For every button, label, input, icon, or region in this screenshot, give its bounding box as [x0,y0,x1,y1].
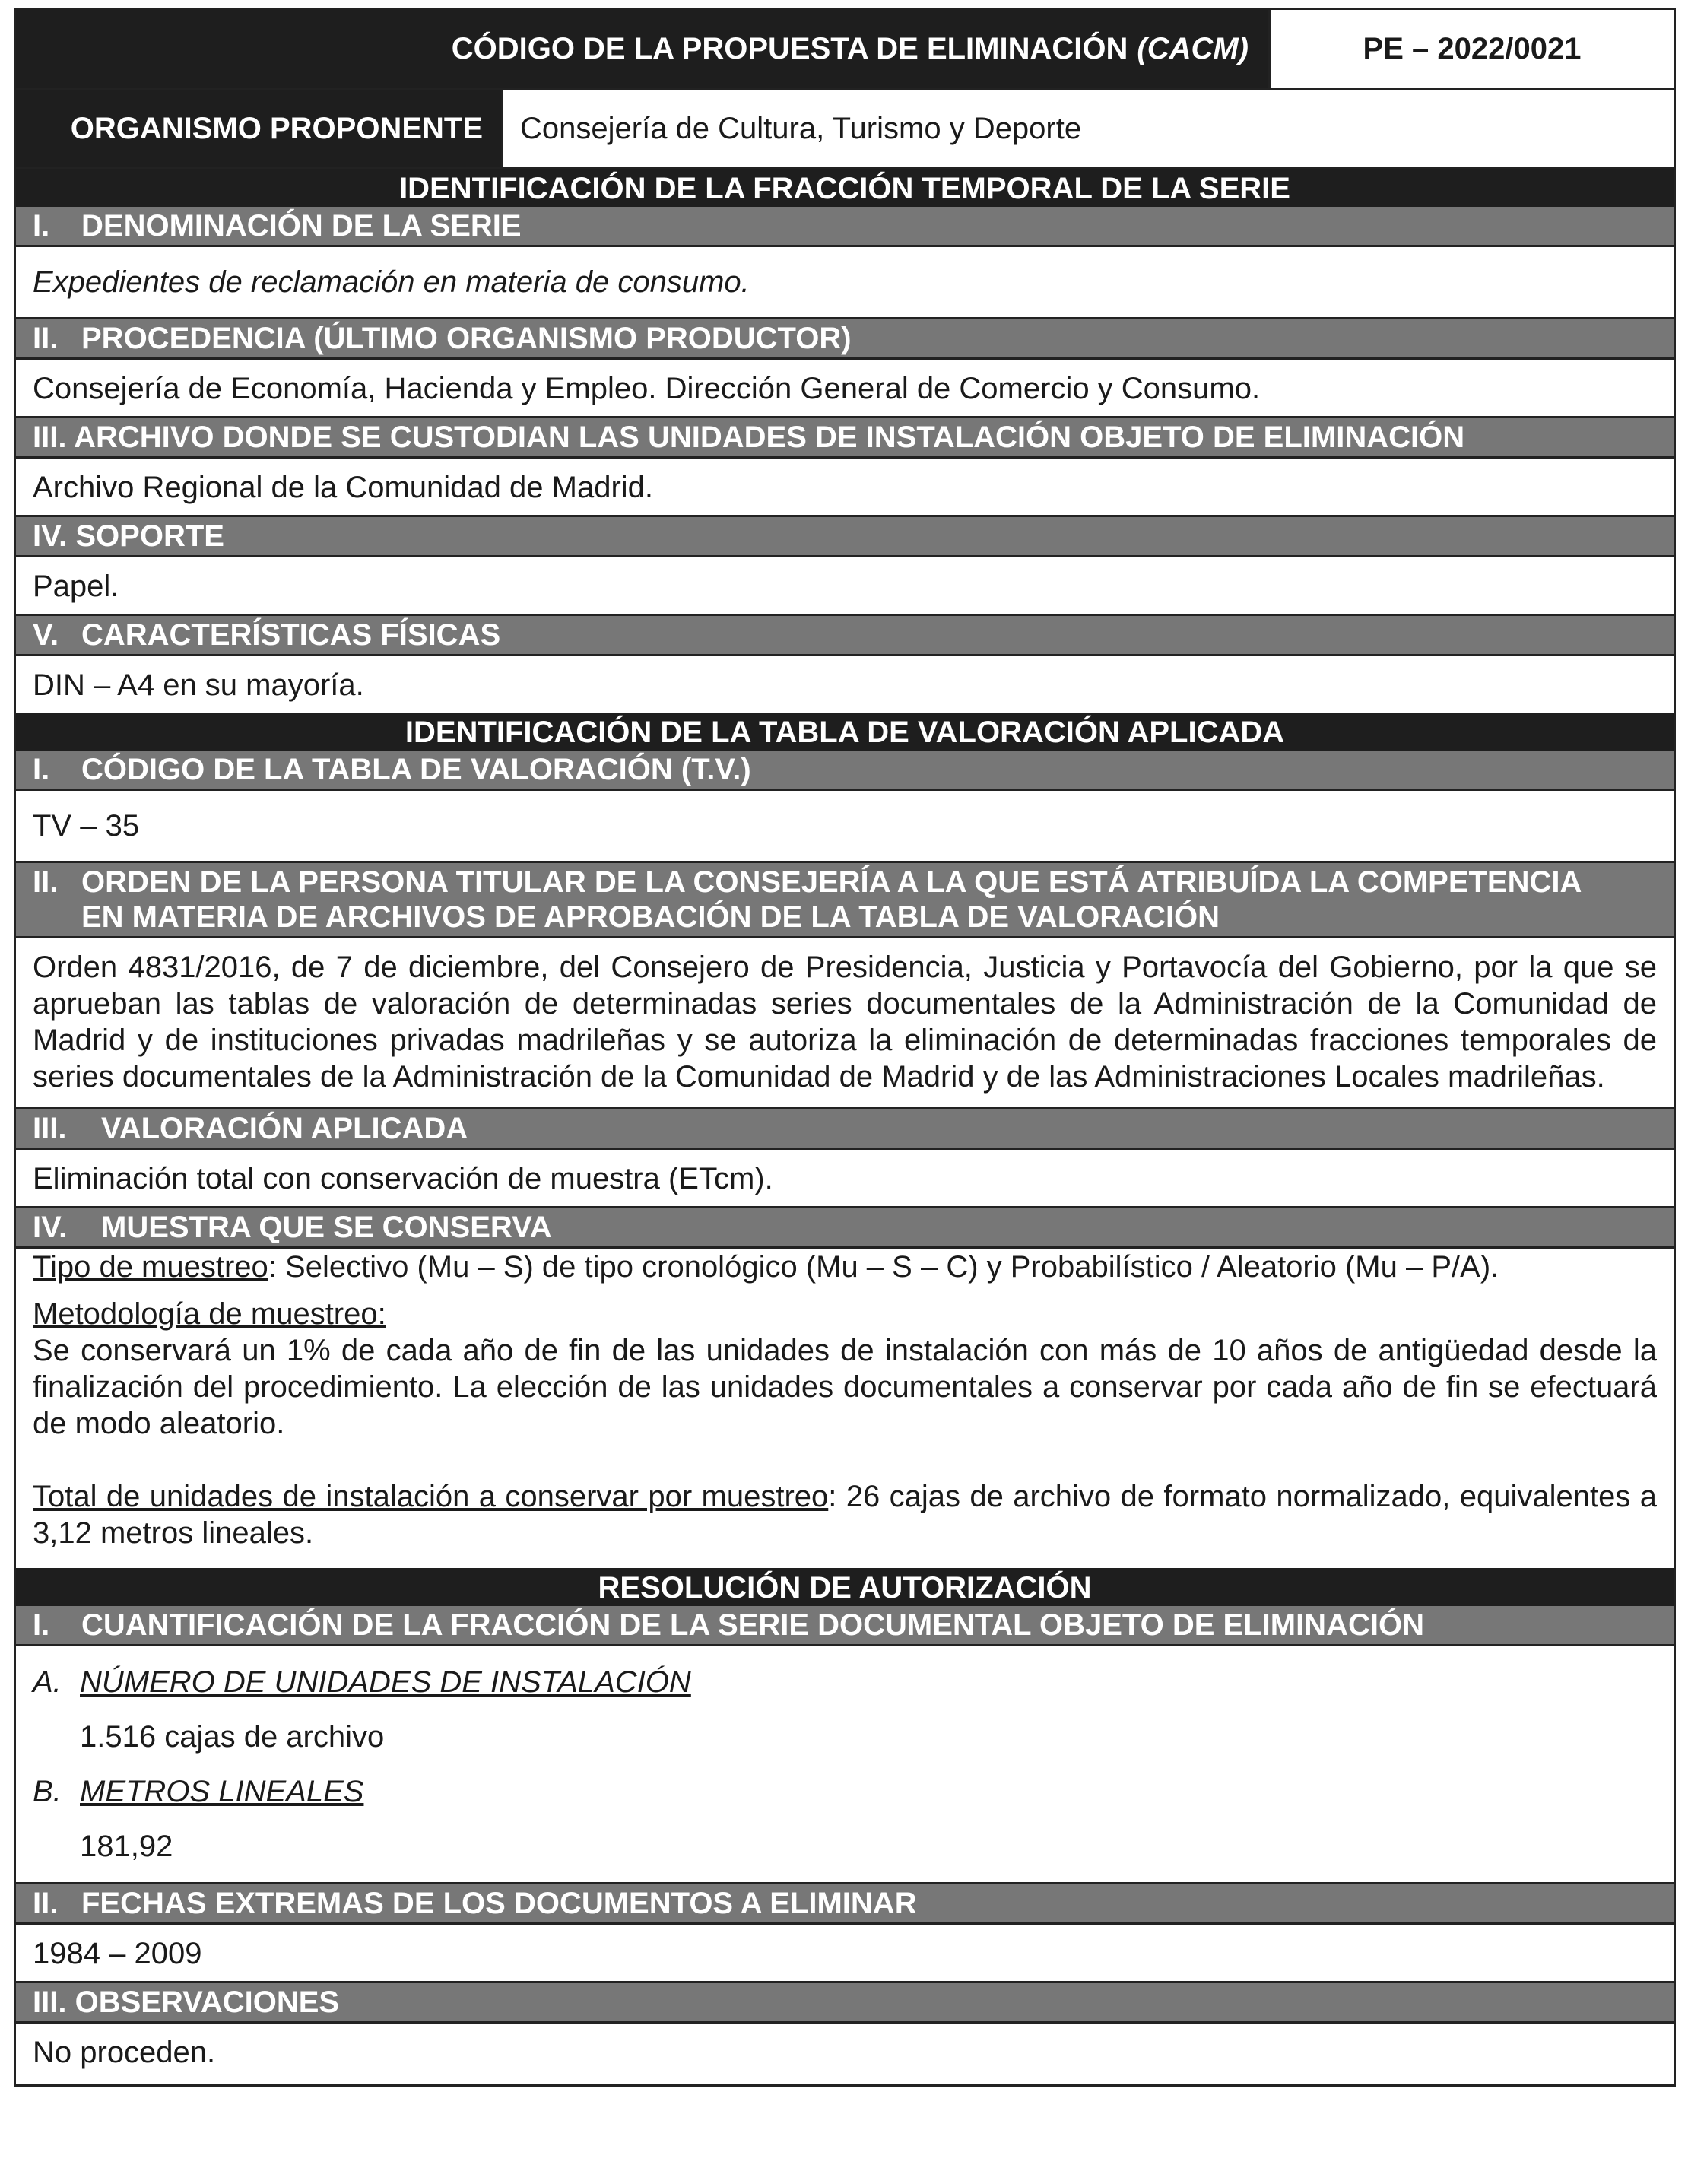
soporte-value: Papel. [33,570,119,603]
observaciones-value: No proceden. [33,2036,216,2069]
subsection-valoracion [16,1107,1674,1150]
section-title-tabla: IDENTIFICACIÓN DE LA TABLA DE VALORACIÓN APLICADA [16,713,1674,751]
subsection-number: III. [33,1112,67,1145]
total-muestreo-label: Total de unidades de instalación a conservar por muestreo [33,1480,829,1513]
subsection-label: MUESTRA QUE SE CONSERVA [101,1211,552,1244]
subsection-label: VALORACIÓN APLICADA [101,1112,468,1145]
codigo-tabla-value: TV – 35 [33,809,140,843]
denominacion-value: Expedientes de reclamación en materia de consumo. [33,265,750,299]
spacer [33,1701,1657,1718]
item-a-value: 1.516 cajas de archivo [80,1720,385,1754]
tipo-muestreo-label: Tipo de muestreo [33,1250,268,1284]
spacer [33,1285,1657,1296]
proposal-code-label [16,10,1268,88]
subsection-label: FECHAS EXTREMAS DE LOS DOCUMENTOS A ELIMINAR [81,1887,917,1920]
subsection-label: CUANTIFICACIÓN DE LA FRACCIÓN DE LA SERIE DOCUMENTAL OBJETO DE ELIMINACIÓN [81,1608,1424,1642]
total-muestreo-value: : 26 cajas de archivo de formato normalizado, equivalentes a 3,12 metros lineales. [33,1480,1658,1550]
subsection-denominacion [16,207,1674,247]
subsection-procedencia [16,317,1674,360]
subsection-archivo [16,416,1674,459]
subsection-label: CARACTERÍSTICAS FÍSICAS [81,618,501,652]
tipo-muestreo-value: : Selectivo (Mu – S) de tipo cronológico (Mu – S – C) y Probabilístico / Aleatorio (Mu – P/A). [268,1250,1499,1284]
total-muestreo [33,1478,1657,1551]
subsection-label: OBSERVACIONES [75,1986,340,2019]
spacer [33,1442,1657,1478]
organismo-row [16,90,1674,169]
subsection-number: I. [33,1608,50,1642]
organismo-label: ORGANISMO PROPONENTE [16,90,501,167]
header-row [16,10,1674,90]
fechas-value: 1984 – 2009 [33,1937,202,1970]
spacer [33,1756,1657,1773]
subsection-label: CÓDIGO DE LA TABLA DE VALORACIÓN (T.V.) [81,753,751,786]
item-a-label: NÚMERO DE UNIDADES DE INSTALACIÓN [80,1665,691,1699]
metodologia-label: Metodología de muestreo: [33,1297,386,1331]
subsection-number: IV. [33,519,68,553]
metodologia-value: Se conservará un 1% de cada año de fin de las unidades de instalación con más de 10 años de antigüedad desde la finalización del procedimiento. La elección de las unidades documentales a conservar por cada año de fin se efectuará de modo aleatorio. [33,1334,1657,1440]
subsection-label: SOPORTE [75,519,224,553]
subsection-label: DENOMINACIÓN DE LA SERIE [81,209,522,243]
subsection-number: IV. [33,1211,68,1244]
archivo-value: Archivo Regional de la Comunidad de Madrid. [33,471,654,504]
subsection-number: I. [33,209,50,243]
muestra-content [16,1249,1674,1568]
item-a [33,1663,1657,1701]
spacer [33,1811,1657,1827]
subsection-label-line2: EN MATERIA DE ARCHIVOS DE APROBACIÓN DE LA TABLA DE VALORACIÓN [81,900,1220,934]
subsection-number: III. [33,421,67,454]
item-b [33,1773,1657,1811]
proposal-code-title: CÓDIGO DE LA PROPUESTA DE ELIMINACIÓN [451,32,1128,65]
subsection-number: II. [33,865,59,899]
subsection-label-line1: ORDEN DE LA PERSONA TITULAR DE LA CONSEJERÍA A LA QUE ESTÁ ATRIBUÍDA LA COMPETENCIA [81,865,1582,899]
section-title-fraccion: IDENTIFICACIÓN DE LA FRACCIÓN TEMPORAL DE LA SERIE [16,169,1674,207]
procedencia-value: Consejería de Economía, Hacienda y Empleo. Dirección General de Comercio y Consumo. [33,372,1261,405]
item-b-label: METROS LINEALES [80,1775,364,1808]
subsection-number: III. [33,1986,67,2019]
cuantificacion-content [16,1646,1674,1882]
item-a-letter: A. [33,1665,62,1699]
elimination-proposal-form [14,8,1676,2087]
valoracion-value: Eliminación total con conservación de muestra (ETcm). [33,1162,773,1195]
subsection-observaciones [16,1981,1674,2024]
subsection-orden [16,861,1674,938]
subsection-number: I. [33,753,50,786]
subsection-muestra [16,1206,1674,1249]
subsection-number: II. [33,322,59,355]
subsection-cuantificacion [16,1606,1674,1646]
caracteristicas-value: DIN – A4 en su mayoría. [33,668,364,702]
item-b-letter: B. [33,1775,62,1808]
subsection-caracteristicas [16,614,1674,656]
proposal-code-abbr: (CACM) [1137,32,1249,65]
section-title-resolucion: RESOLUCIÓN DE AUTORIZACIÓN [16,1568,1674,1606]
item-b-value: 181,92 [80,1830,173,1863]
subsection-soporte [16,515,1674,557]
orden-value: Orden 4831/2016, de 7 de diciembre, del Consejero de Presidencia, Justicia y Portavocía del Gobierno, por la que se aprueban las tablas de valoración de determinadas series documentales de la Administración de la Comunidad de Madrid y de instituciones privadas madrileñas y se autoriza la eliminación de determinadas fracciones temporales de series documentales de la Administración de la Comunidad de Madrid y de las Administraciones Locales madrileñas. [33,951,1657,1094]
subsection-label: PROCEDENCIA (ÚLTIMO ORGANISMO PRODUCTOR) [81,322,852,355]
subsection-number: V. [33,618,59,652]
organismo-value: Consejería de Cultura, Turismo y Deporte [501,90,1674,167]
subsection-label: ARCHIVO DONDE SE CUSTODIAN LAS UNIDADES DE INSTALACIÓN OBJETO DE ELIMINACIÓN [74,421,1465,454]
tipo-muestreo [33,1249,1657,1285]
subsection-codigo-tabla [16,751,1674,791]
subsection-number: II. [33,1887,59,1920]
subsection-fechas [16,1882,1674,1925]
proposal-code-value: PE – 2022/0021 [1268,10,1674,88]
